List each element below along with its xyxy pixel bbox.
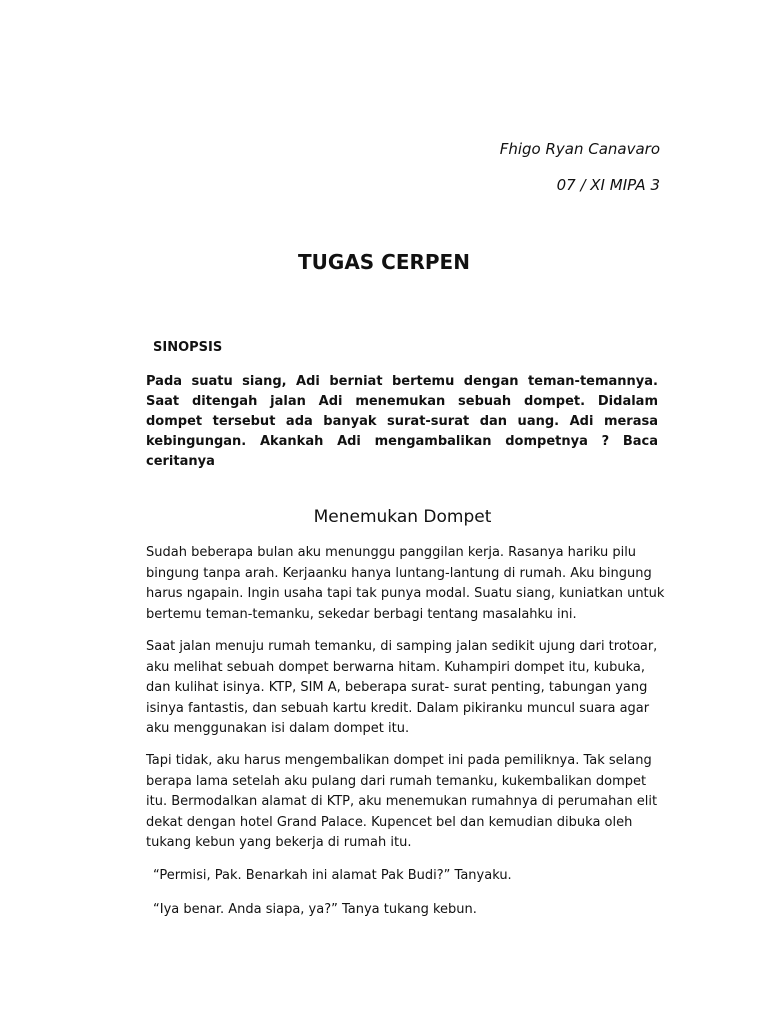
synopsis-heading: SINOPSIS: [153, 340, 223, 355]
author-name: Fhigo Ryan Canavaro: [499, 140, 660, 158]
synopsis-text: Pada suatu siang, Adi berniat bertemu dengan teman-temannya. Saat ditengah jalan Adi menemukan sebuah dompet. Didalam dompet tersebut ada banyak surat-surat dan uang. Adi merasa kebingungan. Akankah Adi mengambalikan dompetnya ? Baca ceritanya: [146, 374, 658, 469]
story-paragraph: Saat jalan menuju rumah temanku, di samping jalan sedikit ujung dari trotoar, aku melihat sebuah dompet berwarna hitam. Kuhampiri dompet itu, kubuka, dan kulihat isinya. KTP, SIM A, beberapa surat- surat penting, tabungan yang isinya fantastis, dan sebuah kartu kredit. Dalam pikiranku muncul suara agar aku menggunakan isi dalam dompet itu.: [146, 639, 658, 736]
dialogue-line: “Permisi, Pak. Benarkah ini alamat Pak Budi?” Tanyaku.: [153, 868, 512, 883]
chapter-title: Menemukan Dompet: [313, 507, 492, 527]
dialogue-line: “Iya benar. Anda siapa, ya?” Tanya tukang kebun.: [153, 902, 477, 917]
story-paragraph: Sudah beberapa bulan aku menunggu panggilan kerja. Rasanya hariku pilu bingung tanpa arah. Kerjaanku hanya luntang-lantung di rumah. Aku bingung harus ngapain. Ingin usaha tapi tak punya modal. Suatu siang, kuniatkan untuk bertemu teman-temanku, sekedar berbagi tentang masalahku ini.: [146, 545, 665, 622]
class-info: 07 / XI MIPA 3: [556, 176, 660, 194]
story-paragraph: Tapi tidak, aku harus mengembalikan dompet ini pada pemiliknya. Tak selang berapa lama setelah aku pulang dari rumah temanku, kukembalikan dompet itu. Bermodalkan alamat di KTP, aku menemukan rumahnya di perumahan elit dekat dengan hotel Grand Palace. Kupencet bel dan kemudian dibuka oleh tukang kebun yang bekerja di rumah itu.: [146, 753, 658, 850]
document-title: TUGAS CERPEN: [298, 250, 470, 274]
